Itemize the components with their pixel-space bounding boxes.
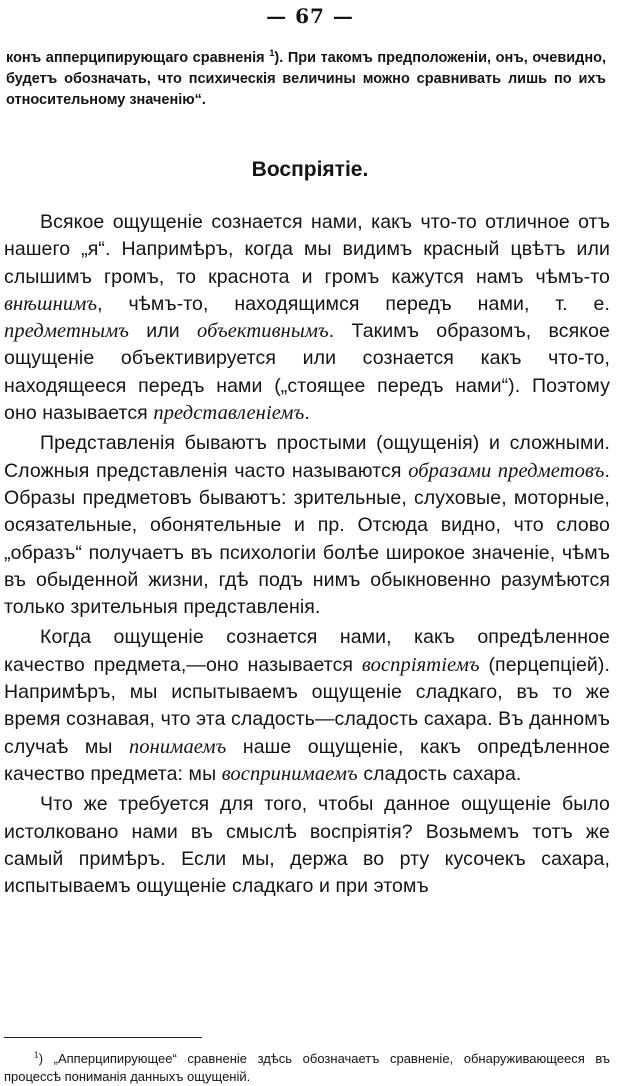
body-text xyxy=(4,209,610,900)
text-run: Всякое ощущеніе сознается нами, какъ что-то отличное отъ нашего „я“. Напримѣръ, когда мы видимъ красный цвѣтъ или слышимъ громъ, то краснота и громъ кажутся намъ чѣмъ-то xyxy=(4,211,610,288)
section-heading: Воспріятіе. xyxy=(251,158,369,181)
italic-term: понимаемъ xyxy=(128,735,227,758)
text-run: сладость сахара. xyxy=(357,762,522,785)
page-number: — 67 — xyxy=(266,4,354,28)
paragraph-1 xyxy=(4,209,610,427)
footnote xyxy=(4,1050,610,1086)
text-run: наше ощущеніе, какъ опредѣленное качество предмета: мы xyxy=(4,735,611,785)
italic-term: образами предметовъ xyxy=(408,459,605,482)
continued-paragraph xyxy=(6,48,606,111)
footnote-text: ) „Апперципирующее“ сравненіе здѣсь обозначаетъ сравненіе, обнаруживающееся въ процессѣ пониманія данныхъ ощущеній. xyxy=(4,1051,610,1084)
paragraph-4 xyxy=(4,791,610,900)
footnote-divider xyxy=(4,1037,202,1038)
italic-term: представленіемъ xyxy=(153,402,305,425)
text-run: . xyxy=(304,402,310,425)
text-run: , чѣмъ-то, находящимся передъ нами, т. е. xyxy=(97,292,610,315)
text-run: . Такимъ образомъ, всякое ощущеніе объективируется или сознается какъ что-то, находящееся передъ нами („стоящее передъ нами“). Поэтому оно называется xyxy=(4,320,610,425)
italic-term: воспринимаемъ xyxy=(221,762,358,785)
text-run: (перцепціей). Напримѣръ, мы испытываемъ ощущеніе сладкаго, въ то же время сознавая, что эта сладость—сладость сахара. Въ данномъ случаѣ мы xyxy=(4,653,610,758)
italic-term: объективнымъ xyxy=(197,320,329,343)
continued-text-1: конъ апперципирующаго сравненія xyxy=(6,50,270,66)
paragraph-2 xyxy=(4,430,610,621)
paragraph-3 xyxy=(4,624,610,788)
text-run: Когда ощущеніе сознается нами, какъ опредѣленное качество предмета,—оно называется xyxy=(4,626,610,676)
italic-term: внѣшнимъ xyxy=(4,292,98,315)
text-run: . Образы предметовъ бываютъ: зрительные, слуховые, моторные, осязательные, обонятельные и пр. Отсюда видно, что слово „образъ“ получаетъ въ психологіи болѣе широкое значеніе, чѣмъ въ обыденной жизни, гдѣ подъ нимъ обыкновенно разумѣются только зрительныя представленія. xyxy=(4,459,610,619)
text-run: Представленія бываютъ простыми (ощущенія) и сложными. Сложныя представленія часто называются xyxy=(4,432,610,482)
footnote-marker[interactable]: 1 xyxy=(269,47,275,59)
continued-text-2: ). При такомъ предположеніи, онъ, очевидно, будетъ обозначать, что психическія величины можно сравнивать лишь по ихъ относительному значенію“. xyxy=(6,50,607,108)
italic-term: воспріятіемъ xyxy=(361,653,480,676)
italic-term: предметнымъ xyxy=(4,320,130,343)
footnote-number: 1 xyxy=(34,1049,39,1060)
text-run: Что же требуется для того, чтобы данное ощущеніе было истолковано нами въ смыслѣ воспріятія? Возьмемъ тотъ же самый примѣръ. Если мы, держа во рту кусочекъ сахара, испытываемъ ощущеніе сладкаго и при этомъ xyxy=(4,793,610,898)
text-run: или xyxy=(129,320,198,343)
